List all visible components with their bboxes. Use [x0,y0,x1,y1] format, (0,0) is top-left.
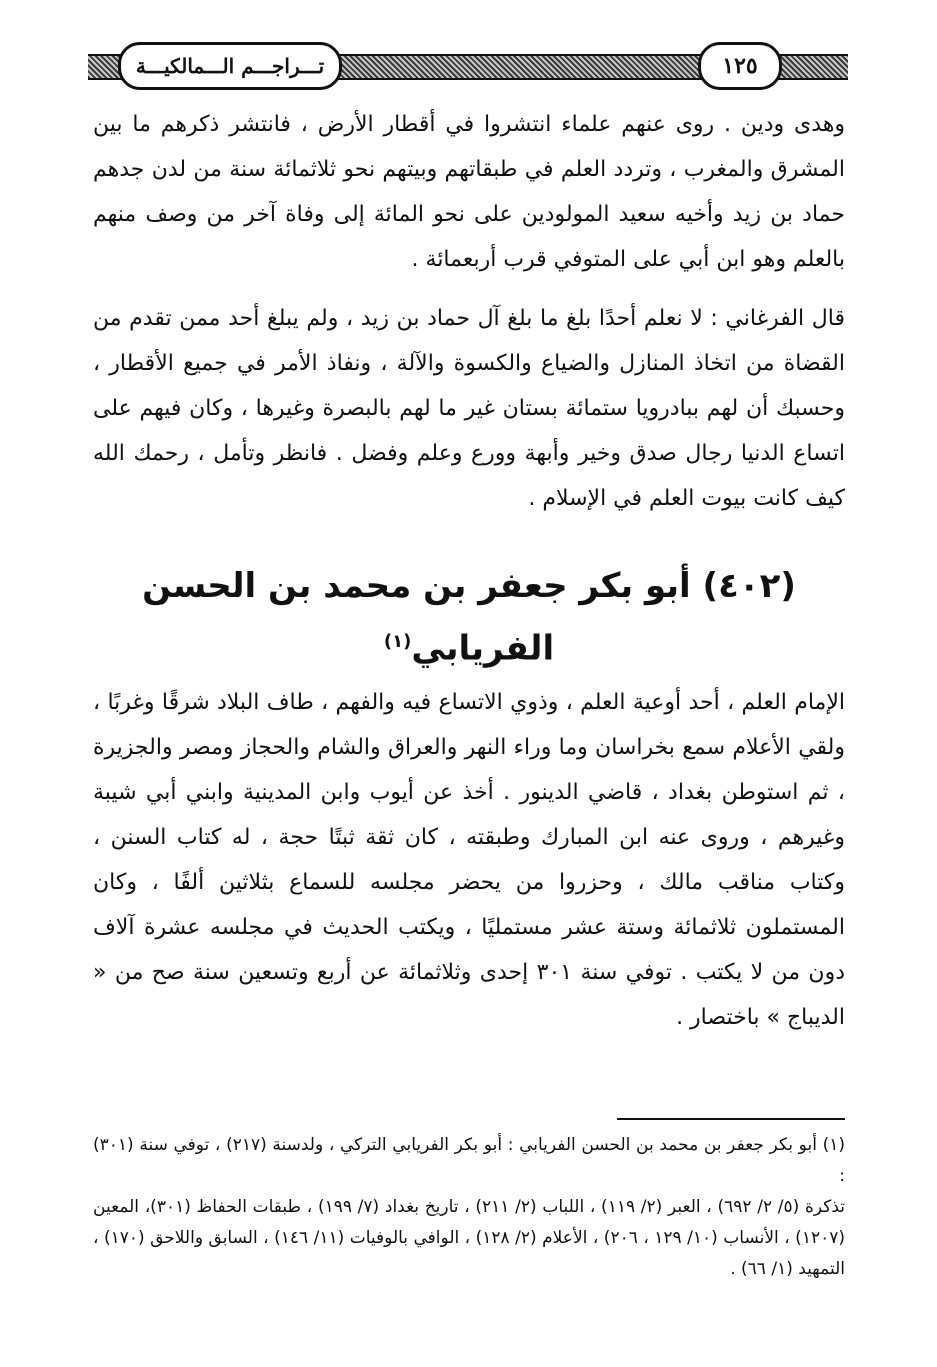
footnote-1-sources: تذكرة (٥/ ٢/ ٦٩٢) ، العبر (٢/ ١١٩) ، اللباب (٢/ ٢١١) ، تاريخ بغداد (٧/ ١٩٩) ، طبقات الحفاظ (٣٠١)، المعين (١٢٠٧) ، الأنساب (١٠/ ١٢٩ ، ٢٠٦) ، الأعلام (٢/ ١٢٨) ، الوافي بالوفيات (١١/ ١٤٦) ، السابق واللاحق (١٧٠) ، التمهيد (١/ ٦٦) . [93,1197,845,1279]
paragraph-biography: الإمام العلم ، أحد أوعية العلم ، وذوي الاتساع فيه والفهم ، طاف البلاد شرقًا وغربًا ، ولقي الأعلام سمع بخراسان وما وراء النهر والعراق والشام والحجاز ومصر والجزيرة ، ثم استوطن بغداد ، قاضي الدينور . أخذ عن أيوب وابن المدينية وابني أبي شيبة وغيرهم ، وروى عنه ابن المبارك وطبقته ، كان ثقة ثبتًا حجة ، له كتاب السنن ، وكتاب مناقب مالك ، وحزروا من يحضر مجلسه للسماع بثلاثين ألفًا ، وكان المستملون ثلاثمائة وستة عشر مستمليًا ، ويكتب الحديث في مجلسه عشرة آلاف دون من لا يكتب . توفي سنة ٣٠١ إحدى وثلاثمائة عن أربع وتسعين سنة صح من « الديباج » باختصار . [93,690,846,1030]
paragraph-farghani-quote: قال الفرغاني : لا نعلم أحدًا بلغ ما بلغ آل حماد بن زيد ، ولم يبلغ أحد ممن تقدم من القضاة من اتخاذ المنازل والضياع والكسوة والآلة ، ونفاذ الأمر في جميع الأقطار ، وحسبك أن لهم ببادرويا ستمائة بستان غير ما لهم بالبصرة وغيرها ، وكان فيهم على اتساع الدنيا رجال صدق وخير وأبهة وورع وعلم وفضل . فانظر وتأمل ، رحمك الله كيف كانت بيوت العلم في الإسلام . [93,306,845,511]
footnote-1-intro: (١) أبو بكر جعفر بن محمد بن الحسن الفريابي : أبو بكر الفريابي التركي ، ولدسنة (٢١٧) ، توفي سنة (٣٠١) : [93,1135,845,1186]
footnote-reference: (١) [383,631,412,652]
page-number: ١٢٥ [722,53,758,79]
running-header [88,40,848,90]
entry-heading-line1: (٤٠٢) أبو بكر جعفر بن محمد بن الحسن [142,566,796,606]
paragraph-continued: وهدى ودين . روى عنهم علماء انتشروا في أقطار الأرض ، فانتشر ذكرهم ما بين المشرق والمغرب ، وتردد العلم في طبقاتهم وبيتهم نحو ثلاثمائة سنة من لدن جدهم حماد بن زيد وأخيه سعيد المولودين على نحو المائة إلى وفاة آخر من وصف منهم بالعلم وهو ابن أبي على المتوفي قرب أربعمائة . [93,112,845,272]
header-title-box [118,42,342,90]
footnote-separator [617,1118,845,1120]
footnotes [93,1130,845,1285]
book-title: تـــراجـــم الـــمالكيـــة [135,54,325,78]
entry-heading [93,558,845,676]
entry-heading-line2: الفريابي [411,628,555,669]
page-number-box [698,42,782,90]
